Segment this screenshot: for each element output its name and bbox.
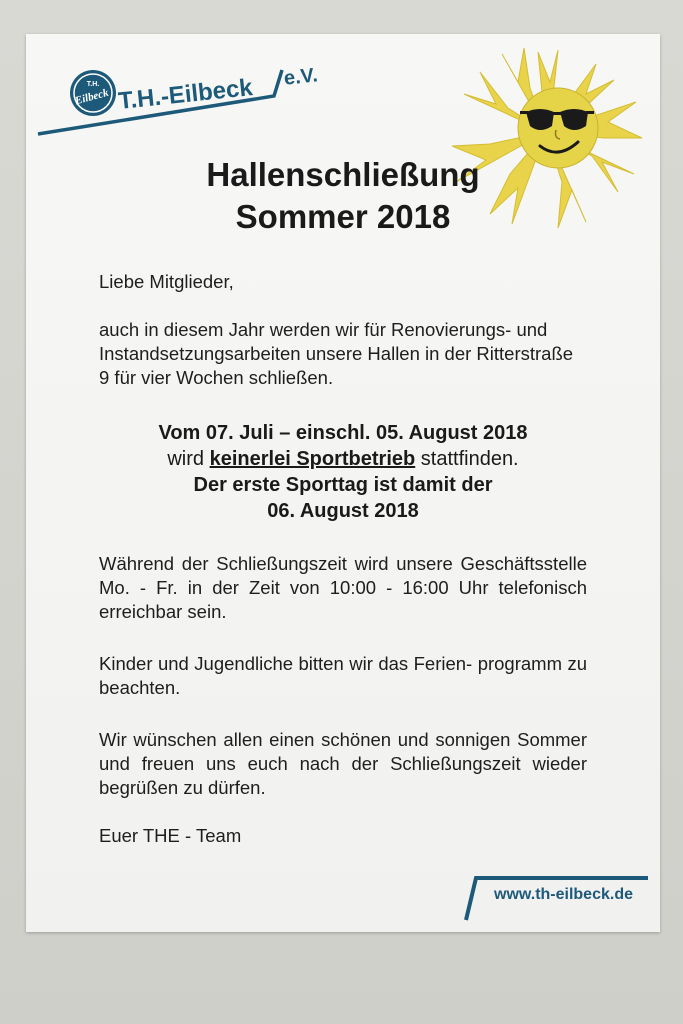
svg-text:T.H.: T.H. bbox=[86, 81, 100, 88]
closure-notice bbox=[66, 420, 620, 524]
club-badge-icon bbox=[68, 68, 118, 118]
intro-paragraph: auch in diesem Jahr werden wir für Renovierungs- und Instandsetzungsarbeiten unsere Hallen in der Ritterstraße 9 für vier Wochen schließen. bbox=[99, 319, 574, 388]
title-line-1: Hallenschließung bbox=[206, 156, 480, 193]
holiday-program-paragraph: Kinder und Jugendliche bitten wir das Ferien- programm zu beachten. bbox=[99, 653, 587, 698]
office-hours-paragraph: Während der Schließungszeit wird unsere Geschäftsstelle Mo. - Fr. in der Zeit von 10:00 - 16:00 Uhr telefonisch erreichbar sein. bbox=[99, 553, 587, 622]
wishes-paragraph: Wir wünschen allen einen schönen und sonnigen Sommer und freuen uns euch nach der Schließungszeit wieder begrüßen zu dürfen. bbox=[99, 729, 587, 798]
first-day-date: 06. August 2018 bbox=[267, 500, 419, 522]
page-title bbox=[26, 154, 660, 238]
club-name: T.H.-Eilbeck bbox=[117, 74, 254, 116]
no-sport-emphasis: keinerlei Sportbetrieb bbox=[209, 448, 416, 470]
club-logo bbox=[36, 54, 346, 144]
notice-poster bbox=[26, 34, 660, 932]
closure-dates: Vom 07. Juli – einschl. 05. August 2018 bbox=[158, 422, 528, 444]
closure-statement-prefix: wird bbox=[167, 448, 210, 470]
club-suffix: e.V. bbox=[282, 64, 319, 90]
title-line-2: Sommer 2018 bbox=[235, 198, 451, 235]
first-day-statement: Der erste Sporttag ist damit der bbox=[193, 474, 493, 496]
signoff: Euer THE - Team bbox=[99, 825, 242, 846]
closure-statement-suffix: stattfinden. bbox=[415, 448, 519, 470]
closure-statement bbox=[66, 446, 620, 472]
svg-text:Eilbeck: Eilbeck bbox=[73, 86, 110, 108]
website-footer bbox=[462, 872, 652, 924]
website-url[interactable]: www.th-eilbeck.de bbox=[494, 886, 633, 903]
greeting: Liebe Mitglieder, bbox=[99, 271, 234, 292]
